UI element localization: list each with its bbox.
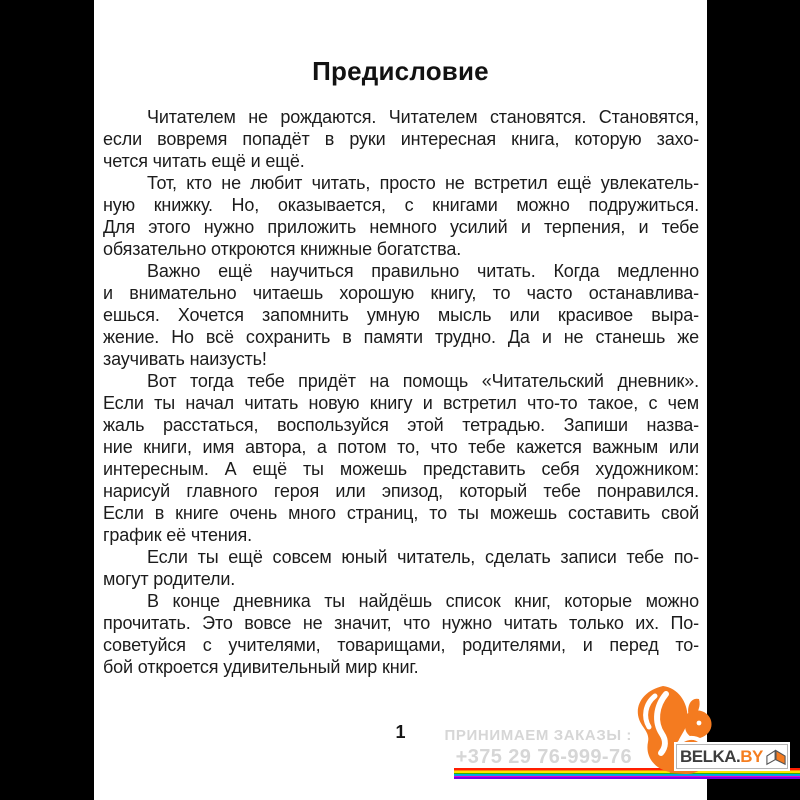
- page-title: Предисловие: [312, 56, 489, 86]
- text-line: советуйся с учителями, товарищами, родителями, и перед то-: [103, 635, 699, 655]
- text-line: если вовремя попадёт в руки интересная книга, которую захо-: [103, 129, 699, 149]
- orders-label: ПРИНИМАЕМ ЗАКАЗЫ :: [444, 727, 632, 744]
- text-line: и внимательно читаешь хорошую книгу, то часто останавлива-: [103, 283, 699, 303]
- text-line: заучивать наизусть!: [103, 349, 267, 369]
- brand-tld: BY: [740, 746, 763, 766]
- right-black-bar: [707, 0, 800, 800]
- text-line: жаль расстаться, воспользуйся этой тетрадью. Запиши назва-: [103, 415, 699, 435]
- text-line: ешься. Хочется запомнить умную мысль или красивое выра-: [103, 305, 699, 325]
- rainbow-stripes: [454, 768, 800, 779]
- brand-badge: [676, 744, 788, 769]
- text-line: график её чтения.: [103, 525, 252, 545]
- left-black-bar: [0, 0, 94, 800]
- book-page: [94, 0, 707, 800]
- text-line: обязательно откроются книжные богатства.: [103, 239, 462, 259]
- text-line: Вот тогда тебе придёт на помощь «Читательский дневник».: [147, 371, 699, 391]
- body-text: [103, 106, 699, 678]
- text-line: ную книжку. Но, оказывается, с книгами можно подружиться.: [103, 195, 699, 215]
- brand-name: BELKA.: [680, 746, 741, 766]
- text-line: Читателем не рождаются. Читателем становятся. Становятся,: [147, 107, 699, 127]
- text-line: Если ты начал читать новую книгу и встретил что-то такое, с чем: [103, 393, 699, 413]
- open-book-icon: [764, 747, 788, 767]
- text-line: Для этого нужно приложить немного усилий и терпения, и тебе: [103, 217, 699, 237]
- phone-number: +375 29 76-999-76: [455, 746, 632, 768]
- page-number: 1: [395, 722, 406, 742]
- watermark-contact: [420, 728, 632, 767]
- text-line: чется читать ещё и ещё.: [103, 151, 305, 171]
- text-line: Если ты ещё совсем юный читатель, сделать записи тебе по-: [147, 547, 699, 567]
- stripe: [454, 777, 800, 779]
- text-line: ние книги, имя автора, а потом то, что тебе кажется важным или: [103, 437, 699, 457]
- text-line: жение. Но всё сохранить в памяти трудно. Да и не станешь же: [103, 327, 699, 347]
- text-line: нарисуй главного героя или эпизод, который тебе понравился.: [103, 481, 699, 501]
- text-line: могут родители.: [103, 569, 236, 589]
- text-line: прочитать. Это вовсе не значит, что нужно читать только их. По-: [103, 613, 699, 633]
- text-line: бой откроется удивительный мир книг.: [103, 657, 419, 677]
- text-line: В конце дневника ты найдёшь список книг, которые можно: [147, 591, 699, 611]
- text-line: Тот, кто не любит читать, просто не встретил ещё увлекатель-: [147, 173, 699, 193]
- text-line: Важно ещё научиться правильно читать. Когда медленно: [147, 261, 699, 281]
- text-line: интересным. А ещё ты можешь представить себя художником:: [103, 459, 699, 479]
- text-line: Если в книге очень много страниц, то ты можешь составить свой: [103, 503, 699, 523]
